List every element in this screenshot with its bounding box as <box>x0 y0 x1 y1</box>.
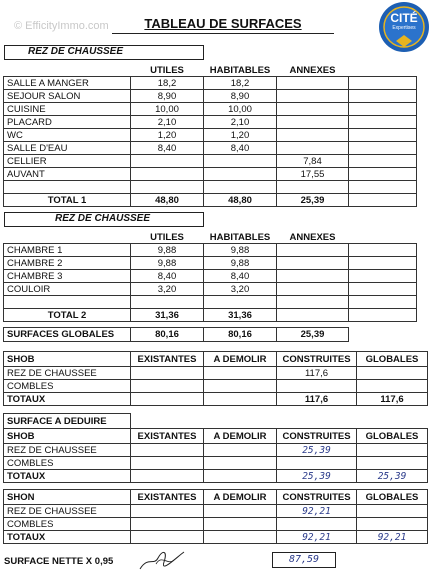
total-row: TOTAL 2 31,36 31,36 <box>4 309 417 322</box>
table-row: REZ DE CHAUSSEE 92,21 <box>4 505 428 518</box>
table-row: COMBLES <box>4 518 428 531</box>
table-row: WC 1,20 1,20 <box>4 129 417 142</box>
table-row: CHAMBRE 3 8,40 8,40 <box>4 270 417 283</box>
deduire-table <box>3 413 428 483</box>
surfaces-globales-row <box>3 327 417 342</box>
table-row: REZ DE CHAUSSEE 25,39 <box>4 444 428 457</box>
page-title: TABLEAU DE SURFACES <box>144 16 302 31</box>
table-row: PLACARD 2,10 2,10 <box>4 116 417 129</box>
shob-table <box>3 351 428 406</box>
watermark: © EfficityImmo.com <box>14 20 109 32</box>
table-row: SEJOUR SALON 8,90 8,90 <box>4 90 417 103</box>
surfaces-table-2 <box>3 231 417 322</box>
col-header-annexes: ANNEXES <box>289 64 336 76</box>
table-row: SALLE D'EAU 8,40 8,40 <box>4 142 417 155</box>
shon-table <box>3 489 428 544</box>
total-row: TOTAUX 92,21 92,21 <box>4 531 428 544</box>
table-header-row <box>4 64 417 77</box>
col-header-utiles: UTILES <box>150 64 184 76</box>
table-header-row: SHOB EXISTANTES A DEMOLIR CONSTRUITES GLOBALES <box>4 429 428 444</box>
col-header-habitables: HABITABLES <box>209 64 271 76</box>
total-row: TOTAUX 25,39 25,39 <box>4 470 428 483</box>
table-row: CHAMBRE 1 9,88 9,88 <box>4 244 417 257</box>
total-row: TOTAUX 117,6 117,6 <box>4 393 428 406</box>
table-row <box>4 181 417 194</box>
total-row: SURFACES GLOBALES 80,16 80,16 25,39 <box>4 328 417 342</box>
logo-subtext: Expertises <box>392 25 416 31</box>
signature <box>138 548 188 576</box>
table-row: CELLIER 7,84 <box>4 155 417 168</box>
table-row: CHAMBRE 2 9,88 9,88 <box>4 257 417 270</box>
table-row <box>4 296 417 309</box>
col-header-habitables: HABITABLES <box>209 231 271 243</box>
company-logo <box>378 1 430 53</box>
table-header-row <box>4 231 417 244</box>
table-header-row: SHON EXISTANTES A DEMOLIR CONSTRUITES GLOBALES <box>4 490 428 505</box>
table-row: COMBLES <box>4 457 428 470</box>
col-header-utiles: UTILES <box>150 231 184 243</box>
col-header-annexes: ANNEXES <box>289 231 336 243</box>
table-row: SALLE A MANGER 18,2 18,2 <box>4 77 417 90</box>
section-label-1: REZ DE CHAUSSEE <box>28 46 124 57</box>
section-label-2: REZ DE CHAUSSEE <box>55 213 151 224</box>
total-row: TOTAL 1 48,80 48,80 25,39 <box>4 194 417 207</box>
table-header-row: SHOB EXISTANTES A DEMOLIR CONSTRUITES GLOBALES <box>4 352 428 367</box>
surface-nette-value: 87,59 <box>288 554 320 565</box>
logo-text: CITÉ <box>390 11 418 25</box>
table-row: REZ DE CHAUSSEE 117,6 <box>4 367 428 380</box>
surface-nette-label: SURFACE NETTE X 0,95 <box>4 556 114 567</box>
table-row: AUVANT 17,55 <box>4 168 417 181</box>
surfaces-table-1 <box>3 64 417 207</box>
table-title-row: SURFACE A DEDUIRE <box>4 414 428 429</box>
table-row: COULOIR 3,20 3,20 <box>4 283 417 296</box>
table-row: COMBLES <box>4 380 428 393</box>
table-row: CUISINE 10,00 10,00 <box>4 103 417 116</box>
